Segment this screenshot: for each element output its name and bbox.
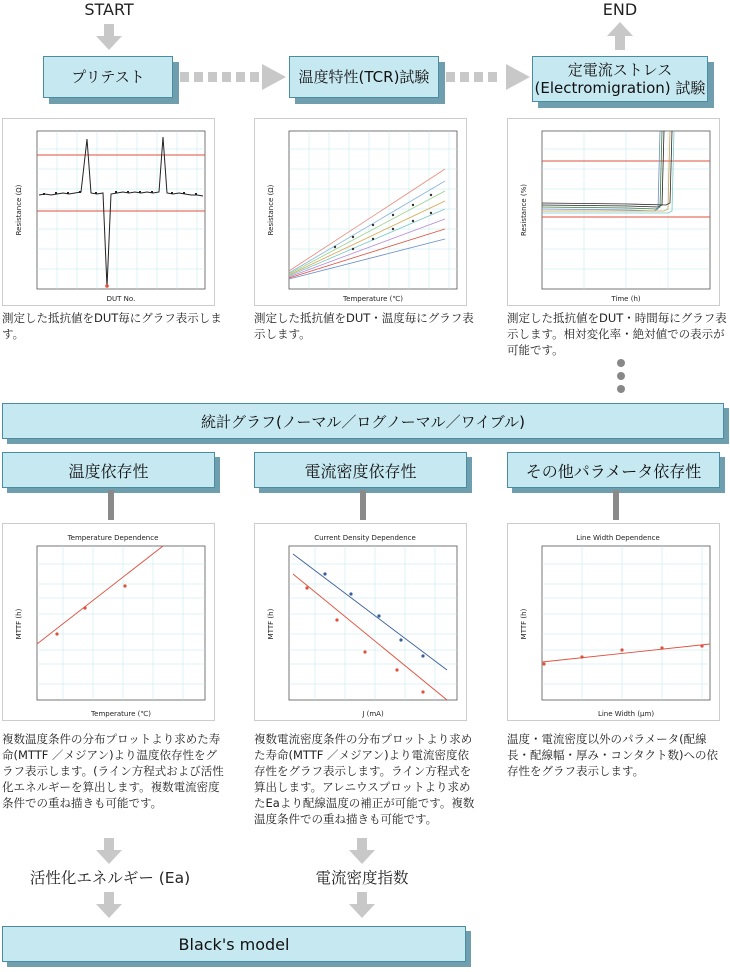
graph-width-dep-title: Line Width Dependence xyxy=(576,534,660,542)
result-exponent-label: 電流密度指数 xyxy=(315,869,409,887)
graph-tcr-plot xyxy=(255,119,466,305)
graph-current-dep-xlabel: J (mA) xyxy=(362,710,384,718)
graph-dut-plot xyxy=(3,119,214,305)
graph-tcr-ylabel: Resistance (Ω) xyxy=(267,184,275,236)
category-temperature-label: 温度依存性 xyxy=(68,461,149,481)
graph-width-dep-xlabel: Line Width (μm) xyxy=(597,710,655,718)
result-ea-label: 活性化エネルギー (Ea) xyxy=(29,869,191,887)
step-em-box xyxy=(532,56,708,102)
stats-graph-bar xyxy=(2,403,724,439)
arrow-exponent-to-black xyxy=(349,892,375,918)
graph-dut-xlabel: DUT No. xyxy=(106,295,136,303)
graph-tcr-desc: 測定した抵抗値をDUT・温度毎にグラフ表示します。 xyxy=(254,311,474,341)
stats-graph-label: 統計グラフ(ノーマル／ログノーマル／ワイブル) xyxy=(200,412,525,431)
connector-bar-3 xyxy=(613,490,619,520)
category-other-label: その他パラメータ依存性 xyxy=(525,461,702,481)
graph-dut-panel xyxy=(2,118,215,306)
graph-current-dep-panel xyxy=(254,523,467,721)
step-pretest-label: プリテスト xyxy=(71,68,145,86)
category-other-box xyxy=(507,452,720,488)
graph-time-plot xyxy=(508,119,719,305)
arrow-ea-to-black xyxy=(96,892,122,918)
graph-width-dep-panel xyxy=(507,523,720,721)
graph-current-dep-plot xyxy=(255,524,466,720)
step-tcr-label: 温度特性(TCR)試験 xyxy=(298,68,430,86)
blacks-model-label: Black's model xyxy=(178,934,290,954)
graph-time-desc: 測定した抵抗値をDUT・時間毎にグラフ表示します。相対変化率・絶対値での表示が可能です。 xyxy=(507,311,727,357)
start-label: START xyxy=(84,0,134,19)
dashed-arrow-2 xyxy=(446,64,530,90)
graph-current-dep-ylabel: MTTF (h) xyxy=(267,608,275,640)
connector-bar-1 xyxy=(108,490,114,520)
graph-temp-dep-xlabel: Temperature (℃) xyxy=(91,710,151,718)
blacks-model-box xyxy=(2,926,466,962)
arrow-to-exponent xyxy=(349,838,375,864)
graph-width-dep-desc: 温度・電流密度以外のパラメータ(配線長・配線幅・厚み・コンタクト数)への依存性をグラフ表示します。 xyxy=(507,732,719,778)
graph-temp-dep-panel xyxy=(2,523,215,721)
graph-temp-dep-desc: 複数温度条件の分布プロットより求めた寿命(MTTF ／メジアン)より温度依存性をグラフ表示します。(ライン方程式および活性化エネルギーを算出します。複数電流密度条件での重ね描きも可能です。 xyxy=(2,732,224,810)
category-current-box xyxy=(254,452,467,488)
graph-tcr-xlabel: Temperature (℃) xyxy=(343,295,403,303)
continuation-dots xyxy=(615,358,627,394)
graph-temp-dep-plot xyxy=(3,524,214,720)
graph-time-ylabel: Resistance (%) xyxy=(520,183,528,237)
graph-time-panel xyxy=(507,118,720,306)
graph-width-dep-ylabel: MTTF (h) xyxy=(520,608,528,640)
graph-tcr-panel xyxy=(254,118,467,306)
start-down-arrow xyxy=(96,24,122,50)
category-temperature-box xyxy=(2,452,215,488)
graph-dut-ylabel: Resistance (Ω) xyxy=(15,184,23,236)
graph-width-dep-plot xyxy=(508,524,719,720)
graph-current-dep-desc: 複数電流密度条件の分布プロットより求めた寿命(MTTF ／メジアン)より電流密度依存性をグラフ表示します。ライン方程式を算出します。アレニウスプロットより求めたEaより配線温度の補正が可能です。複数温度条件での重ね描きも可能です。 xyxy=(254,732,475,826)
graph-temp-dep-title: Temperature Dependence xyxy=(67,534,159,542)
dashed-arrow-1 xyxy=(180,64,286,90)
graph-time-xlabel: Time (h) xyxy=(611,295,641,303)
graph-dut-desc: 測定した抵抗値をDUT毎にグラフ表示します。 xyxy=(2,311,222,341)
step-em-label-2: (Electromigration) 試験 xyxy=(534,79,706,97)
end-label: END xyxy=(602,0,638,19)
step-pretest-box xyxy=(43,56,173,98)
graph-temp-dep-ylabel: MTTF (h) xyxy=(15,608,23,640)
step-em-label-1: 定電流ストレス xyxy=(567,61,673,79)
graph-current-dep-title: Current Density Dependence xyxy=(314,534,416,542)
end-up-arrow xyxy=(607,22,633,50)
step-tcr-box xyxy=(289,56,439,98)
category-current-label: 電流密度依存性 xyxy=(304,461,417,481)
connector-bar-2 xyxy=(360,490,366,520)
arrow-to-ea xyxy=(96,838,122,864)
